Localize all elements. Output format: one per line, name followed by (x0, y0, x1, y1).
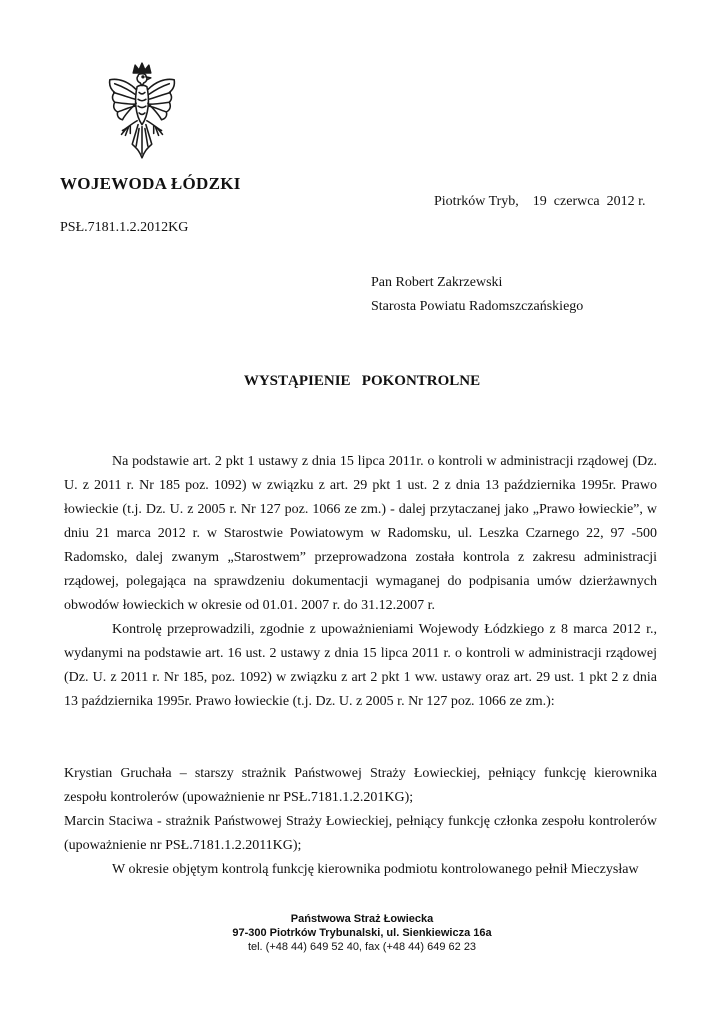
document-body (64, 450, 657, 882)
footer-organization: Państwowa Straż Łowiecka (290, 913, 434, 925)
document-title: WYSTĄPIENIE POKONTROLNE (243, 373, 481, 389)
body-paragraph: Krystian Gruchała – starszy strażnik Państwowej Straży Łowieckiej, pełniący funkcję kierownika zespołu kontrolerów (upoważnienie nr PSŁ.7181.1.2.201KG); (64, 766, 657, 805)
polish-eagle-emblem-icon (103, 60, 181, 162)
paragraph-spacer (64, 714, 657, 762)
body-paragraph: W okresie objętym kontrolą funkcję kierownika podmiotu kontrolowanego pełnił Mieczysław (112, 862, 639, 877)
case-reference: PSŁ.7181.1.2.2012KG (60, 220, 189, 235)
footer-contact: tel. (+48 44) 649 52 40, fax (+48 44) 649 62 23 (247, 941, 477, 953)
place-and-date: Piotrków Tryb, 19 czerwca 2012 r. (434, 194, 646, 209)
recipient-title: Starosta Powiatu Radomszczańskiego (371, 299, 584, 314)
footer-address: 97-300 Piotrków Trybunalski, ul. Sienkiewicza 16a (232, 927, 492, 939)
issuing-authority: WOJEWODA ŁÓDZKI (60, 174, 241, 193)
body-paragraph: Marcin Staciwa - strażnik Państwowej Straży Łowieckiej, pełniący funkcję członka zespołu kontrolerów (upoważnienie nr PSŁ.7181.1.2.2011KG); (64, 814, 657, 853)
body-paragraph: Kontrolę przeprowadzili, zgodnie z upoważnieniami Wojewody Łódzkiego z 8 marca 2012 r., wydanymi na podstawie art. 16 ust. 2 ustawy z dnia 15 lipca 2011 r. o kontroli w administracji rządowej (Dz. U. z 2011 r. Nr 185, poz. 1092) w związku z art 2 pkt 1 ww. ustawy oraz art. 29 ust. 1 pkt 2 z dnia 13 października 1995r. Prawo łowieckie (t.j. Dz. U. z 2005 r. Nr 127 poz. 1066 ze zm.): (64, 622, 657, 709)
page-footer (0, 912, 724, 954)
body-paragraph: Na podstawie art. 2 pkt 1 ustawy z dnia 15 lipca 2011r. o kontroli w administracji rządowej (Dz. U. z 2011 r. Nr 185 poz. 1092) w związku z art. 29 pkt 1 ust. 2 z dnia 13 października 1995r. Prawo łowieckie (t.j. Dz. U. z 2005 r. Nr 127 poz. 1066 ze zm.) - dalej przytaczanej jako „Prawo łowieckie”, w dniu 21 marca 2012 r. w Starostwie Powiatowym w Radomsku, ul. Leszka Czarnego 22, 97 -500 Radomsko, dalej zwanym „Starostwem” przeprowadzona została kontrola z zakresu administracji rządowej, polegająca na sprawdzeniu dokumentacji wymaganej do podpisania umów dzierżawnych obwodów łowieckich w okresie od 01.01. 2007 r. do 31.12.2007 r. (64, 454, 657, 613)
recipient-block (371, 271, 583, 319)
recipient-name: Pan Robert Zakrzewski (371, 275, 503, 290)
